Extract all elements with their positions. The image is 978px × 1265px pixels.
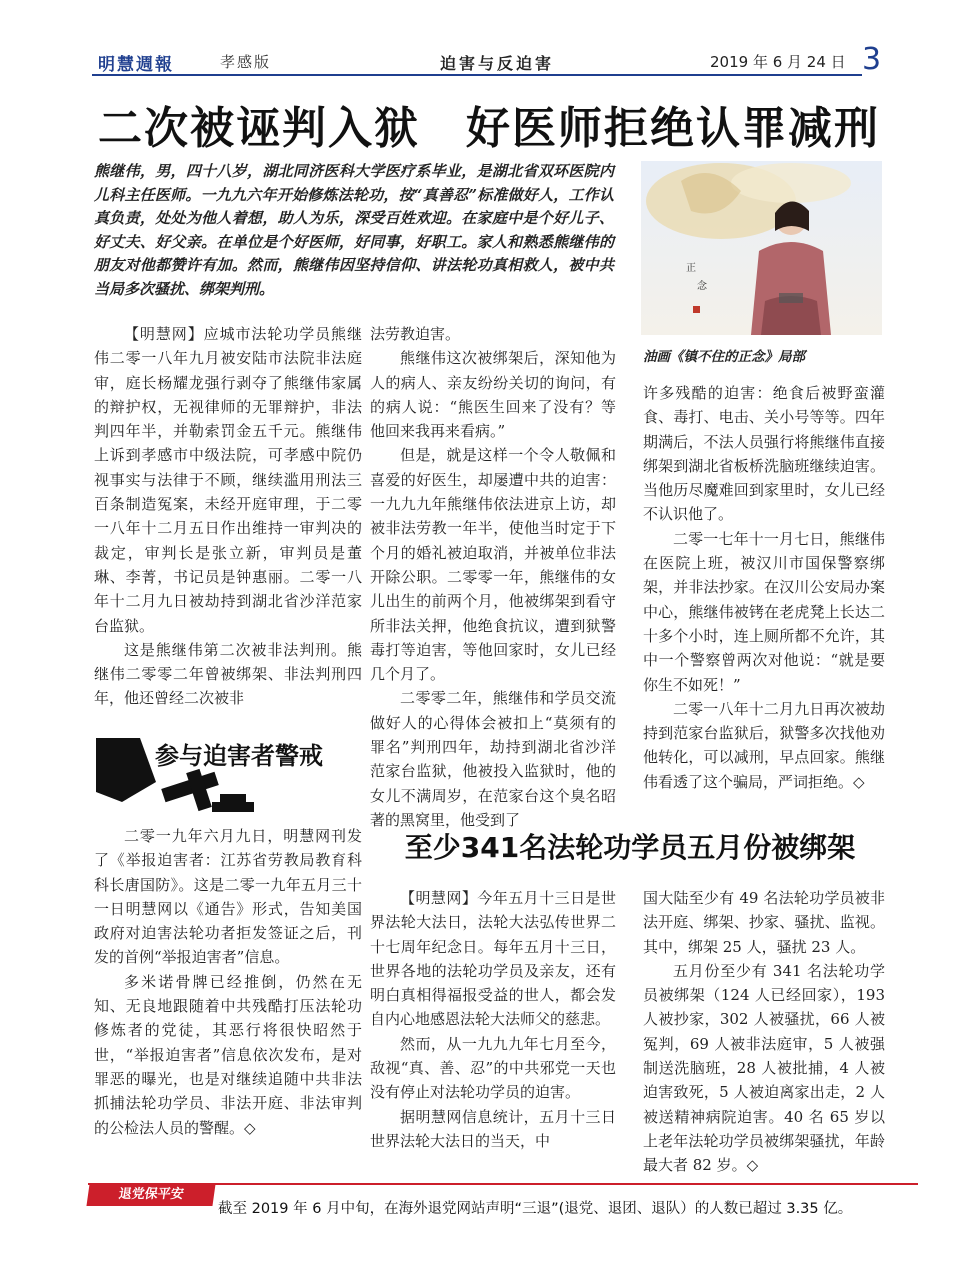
paragraph: 但是，就是这样一个令人敬佩和喜爱的好医生，却屡遭中共的迫害：一九九九年熊继伟依法进京上访，却被非法劳教一年半，使他当时定于下个月的婚礼被迫取消，并被单位非法开除公职。二零零一年，熊继伟的女儿出生的前两个月，他被绑架到看守所非法关押，他绝食抗议，遭到狱警毒打等迫害，等他回家时，女儿已经几个月了。 [370, 446, 616, 684]
article1-column-1 [94, 322, 362, 711]
header-rule [92, 74, 862, 76]
paragraph: 多米诺骨牌已经推倒，仍然在无知、无良地跟随着中共残酷打压法轮功修炼者的党徒，其恶行将很快昭然于世，“举报迫害者”信息依次发布，是对罪恶的曝光，也是对继续追随中共非法抓捕法轮功学员、非法开庭、非法审判的公检法人员的警醒。◇ [94, 972, 362, 1137]
banner-tag: 退党保平安 [86, 1184, 215, 1206]
article2-body [94, 824, 362, 1140]
paragraph: 许多残酷的迫害：绝食后被野蛮灌食、毒打、电击、关小号等等。四年期满后，不法人员强行将熊继伟直接绑架到湖北省板桥洗脑班继续迫害。当他历尽魔难回到家里时，女儿已经不认识他了。 [643, 384, 885, 524]
issue-date: 2019 年 6 月 24 日 [710, 53, 846, 71]
paragraph: 二零一七年十一月七日，熊继伟在医院上班，被汉川市国保警察绑架，并非法抄家。在汉川公安局办案中心，熊继伟被铐在老虎凳上长达二十多个小时，连上厕所都不允许，其中一个警察曾两次对他说：“就是要你生不如死！” [643, 529, 885, 694]
paragraph: 然而，从一九九九年七月至今，敌视“真、善、忍”的中共邪党一天也没有停止对法轮功学员的迫害。 [370, 1034, 616, 1102]
page-number: 3 [862, 42, 882, 77]
paragraph: 【明慧网】今年五月十三日是世界法轮大法日，法轮大法弘传世界二十七周年纪念日。每年五月十三日，世界各地的法轮功学员及亲友，还有明白真相得福报受益的世人，都会发自内心地感恩法轮大法师父的慈悲。 [370, 889, 616, 1029]
masthead: 明慧週報 [98, 55, 174, 75]
paragraph: 熊继伟这次被绑架后，深知他为人的病人、亲友纷纷关切的询问，有的病人说：“熊医生回来了没有？等他回来我再来看病。” [370, 349, 616, 441]
svg-text:正: 正 [686, 263, 696, 274]
edition-label: 孝感版 [220, 53, 272, 71]
article3-column-1 [370, 886, 616, 1153]
article3-headline: 至少341名法轮功学员五月份被绑架 [404, 831, 856, 864]
article2-headline: 参与迫害者警戒 [155, 742, 323, 770]
main-headline: 二次被诬判入狱 好医师拒绝认罪减刑 [98, 103, 880, 154]
article-intro: 熊继伟，男，四十八岁，湖北同济医科大学医疗系毕业，是湖北省双环医院内儿科主任医师。一九九六年开始修炼法轮功，按“真善忍”标准做好人，工作认真负责，处处为他人着想，助人为乐，深受百姓欢迎。在家庭中是个好儿子、好丈夫、好父亲。在单位是个好医师，好同事，好职工。家人和熟悉熊继伟的朋友对他都赞许有加。然而，熊继伟因坚持信仰、讲法轮功真相救人，被中共当局多次骚扰、绑架判刑。 [94, 162, 614, 298]
paragraph: 二零一九年六月九日，明慧网刊发了《举报迫害者：江苏省劳教局教育科科长唐国防》。这是二零一九年五月三十一日明慧网以《通告》形式，告知美国政府对迫害法轮功者拒发签证之后，刊发的首例“举报迫害者”信息。 [94, 827, 362, 967]
banner-text: 截至 2019 年 6 月中旬，在海外退党网站声明“三退”(退党、退团、退队）的人数已超过 3.35 亿。 [218, 1201, 853, 1217]
article3-column-2 [643, 886, 885, 1178]
paragraph: 法劳教迫害。 [370, 325, 461, 343]
paragraph: 据明慧网信息统计，五月十三日世界法轮大法日的当天，中 [370, 1107, 616, 1150]
paragraph: 国大陆至少有 49 名法轮功学员被非法开庭、绑架、抄家、骚扰、监视。其中，绑架 25 人，骚扰 23 人。 [643, 889, 885, 956]
section-title: 迫害与反迫害 [440, 54, 555, 73]
photo-caption: 油画《镇不住的正念》局部 [643, 349, 805, 365]
paragraph: 【明慧网】应城市法轮功学员熊继伟二零一八年九月被安陆市法院非法庭审，庭长杨耀龙强行剥夺了熊继伟家属的辩护权，无视律师的无罪辩护，非法判四年半，并勒索罚金五千元。熊继伟上诉到孝感市中级法院，可孝感中院仍视事实与法律于不顾，继续滥用刑法三百条制造冤案，未经开庭审理，于二零一八年十二月五日作出维持一审判决的裁定，审判长是张立新，审判员是董琳、李菁，书记员是钟惠丽。二零一八年十二月九日被劫持到湖北省沙洋范家台监狱。 [94, 325, 362, 635]
paragraph: 这是熊继伟第二次被非法判刑。熊继伟二零零二年曾被绑架、非法判刑四年，他还曾经二次被非 [94, 640, 362, 708]
paragraph: 二零零二年，熊继伟和学员交流做好人的心得体会被扣上“莫须有的罪名”判刑四年，劫持到湖北省沙洋范家台监狱，他被投入监狱时，他的女儿不满周岁，在范家台这个臭名昭著的黑窝里，他受到了 [370, 689, 616, 829]
article1-column-3 [643, 381, 885, 794]
paragraph: 二零一八年十二月九日再次被劫持到范家台监狱后，狱警多次找他劝他转化，可以减刑，早点回家。熊继伟看透了这个骗局，严词拒绝。◇ [643, 699, 885, 791]
svg-text:念: 念 [697, 281, 707, 292]
article1-column-2 [370, 322, 616, 832]
paragraph: 五月份至少有 341 名法轮功学员被绑架（124 人已经回家），193 人被抄家，302 人被骚扰，66 人被冤判，69 人被非法庭审，5 人被强制送洗脑班，28 人被批捕，4 人被迫害致死，5 人被迫离家出走，2 人被送精神病院迫害。40 名 65 岁以上老年法轮功学员被绑架骚扰，年龄最大者 82 岁。◇ [643, 961, 885, 1175]
oil-painting-image [641, 161, 882, 335]
